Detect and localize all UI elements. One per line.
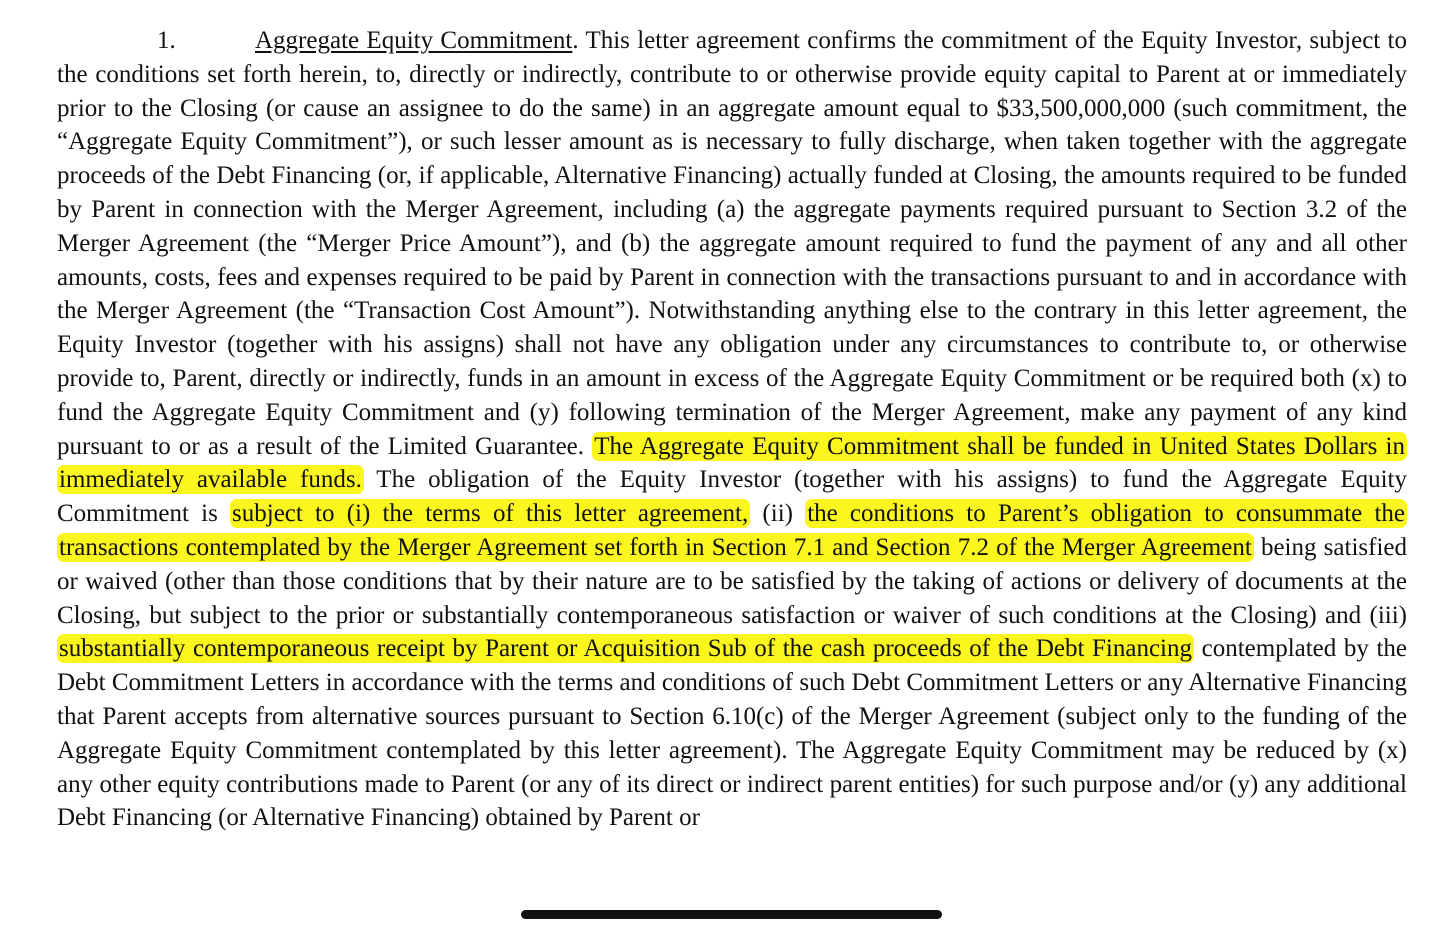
highlighted-text: the conditions to Parent’s obligation to consummate the transactions contemplated by the Merger Agreement set forth in Section 7.1 and Section 7.2 of the Merger Agreement [59, 500, 1406, 561]
section-heading: Aggregate Equity Commitment [255, 27, 573, 54]
section-number: 1. [157, 27, 176, 54]
text-segment: contemplated by the Debt Commitment Letters in accordance with the terms and conditions of such Debt Commitment Letters or any Alternative Financing that Parent accepts from alternative sources pursuant to Section 6.10(c) of the Merger Agreement (subject only to the funding of the Aggregate Equity Commitment contemplated by this letter agreement). The Aggregate Equity Commitment may be reduced by (x) any other equity contributions made to Parent (or any of its direct or indirect parent entities) for such purpose and/or (y) any additional Debt Financing (or Alternative Financing) obtained by Parent or [57, 635, 1407, 832]
text-segment: . This letter agreement confirms the commitment of the Equity Investor, subject to the conditions set forth herein, to, directly or indirectly, contribute to or otherwise provide equity capital to Parent at or immediately prior to the Closing (or cause an assignee to do the same) in an aggregate amount equal to $33,500,000,000 (such commitment, the “Aggregate Equity Commitment”), or such lesser amount as is necessary to fully discharge, when taken together with the aggregate proceeds of the Debt Financing (or, if applicable, Alternative Financing) actually funded at Closing, the amounts required to be funded by Parent in connection with the Merger Agreement, including (a) the aggregate payments required pursuant to Section 3.2 of the Merger Agreement (the “Merger Price Amount”), and (b) the aggregate amount required to fund the payment of any and all other amounts, costs, fees and expenses required to be paid by Parent in connection with the transactions pursuant to and in accordance with the Merger Agreement (the “Transaction Cost Amount”). Notwithstanding anything else to the contrary in this letter agreement, the Equity Investor (together with his assigns) shall not have any obligation under any circumstances to contribute to, or otherwise provide to, Parent, directly or indirectly, funds in an amount in excess of the Aggregate Equity Commitment or be required both (x) to fund the Aggregate Equity Commitment and (y) following termination of the Merger Agreement, make any payment of any kind pursuant to or as a result of the Limited Guarantee. [57, 27, 1407, 460]
text-segment: being satisfied or waived (other than those conditions that by their nature are to be satisfied by the taking of actions or delivery of documents at the Closing, but subject to the prior or substantially contemporaneous satisfaction or waiver of such conditions at the Closing) and (iii) [57, 533, 1407, 629]
text-segment: (ii) [750, 500, 806, 528]
home-indicator-bar[interactable] [521, 910, 942, 919]
text-segment: The obligation of the Equity Investor (together with his assigns) to fund the Aggregate Equity Commitment is [57, 466, 1407, 528]
highlighted-text: subject to (i) the terms of this letter agreement, [232, 500, 749, 528]
highlighted-text: substantially contemporaneous receipt by Parent or Acquisition Sub of the cash proceeds of the Debt Financing [59, 635, 1193, 663]
section-paragraph [57, 24, 1407, 835]
document-page [57, 24, 1407, 835]
highlighted-text: The Aggregate Equity Commitment shall be funded in United States Dollars in immediately available funds. [59, 432, 1405, 494]
